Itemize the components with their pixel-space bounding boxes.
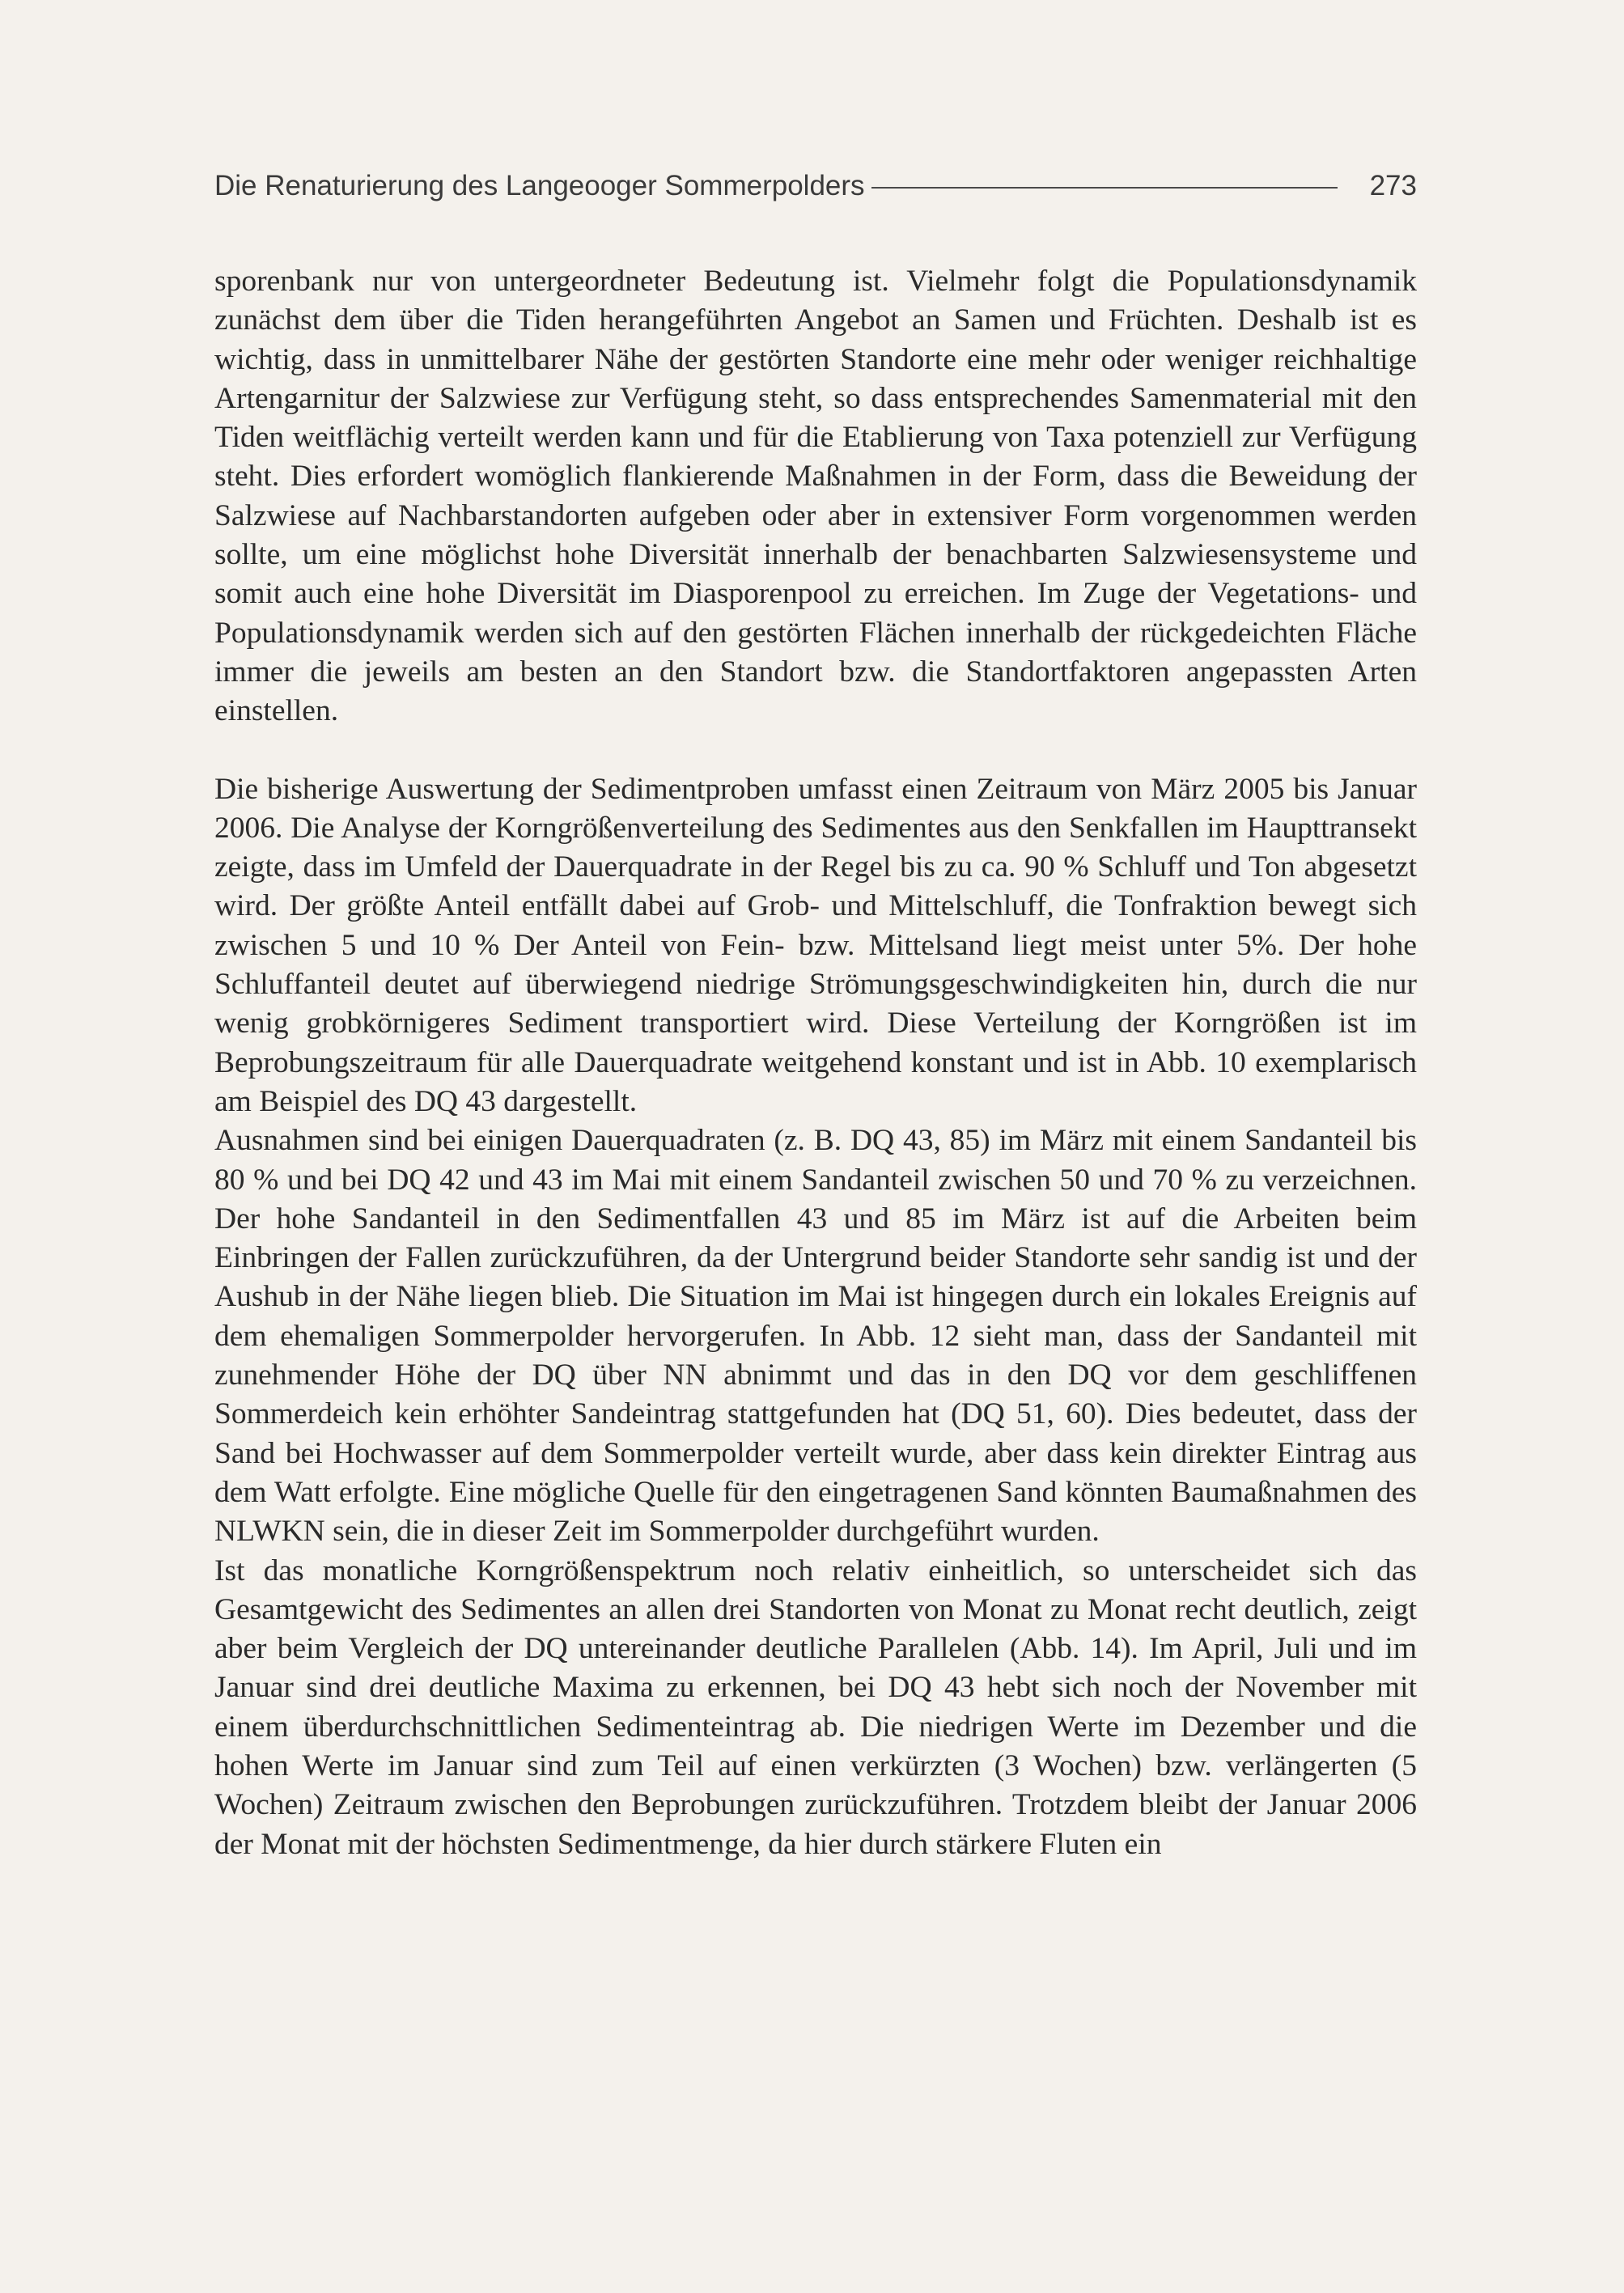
paragraph-2: Die bisherige Auswertung der Sedimentproben umfasst einen Zeitraum von März 2005 bis Januar 2006. Die Analyse der Korngrößenverteilung des Sedimentes aus den Senkfallen im Haupttransekt zeigte, dass im Umfeld der Dauerquadrate in der Regel bis zu ca. 90 % Schluff und Ton abgesetzt wird. Der größte Anteil entfällt dabei auf Grob- und Mittelschluff, die Tonfraktion bewegt sich zwischen 5 und 10 % Der Anteil von Fein- bzw. Mittelsand liegt meist unter 5%. Der hohe Schluffanteil deutet auf überwiegend niedrige Strömungsgeschwindigkeiten hin, durch die nur wenig grobkörnigeres Sediment transportiert wird. Diese Verteilung der Korngrößen ist im Beprobungszeitraum für alle Dauerquadrate weitgehend konstant und ist in Abb. 10 exemplarisch am Beispiel des DQ 43 dargestellt. bbox=[214, 772, 1417, 1118]
page-number: 273 bbox=[1369, 170, 1417, 201]
paragraph-3: Ausnahmen sind bei einigen Dauerquadraten (z. B. DQ 43, 85) im März mit einem Sandanteil bis 80 % und bei DQ 42 und 43 im Mai mit einem Sandanteil zwischen 50 und 70 % zu verzeichnen. Der hohe Sandanteil in den Sedimentfallen 43 und 85 im März ist auf die Arbeiten beim Einbringen der Fallen zurückzuführen, da der Untergrund beider Standorte sehr sandig ist und der Aushub in der Nähe liegen blieb. Die Situation im Mai ist hingegen durch ein lokales Ereignis auf dem ehemaligen Sommerpolder hervorgerufen. In Abb. 12 sieht man, dass der Sandanteil mit zunehmender Höhe der DQ über NN abnimmt und das in den DQ vor dem geschliffenen Sommerdeich kein erhöhter Sandeintrag stattgefunden hat (DQ 51, 60). Dies bedeutet, dass der Sand bei Hochwasser auf dem Sommerpolder verteilt wurde, aber dass kein direkter Eintrag aus dem Watt erfolgte. Eine mögliche Quelle für den eingetragenen Sand könnten Baumaßnahmen des NLWKN sein, die in dieser Zeit im Sommerpolder durchgeführt wurden. bbox=[214, 1124, 1417, 1549]
running-header bbox=[214, 162, 1417, 210]
running-header-title: Die Renaturierung des Langeooger Sommerpolders bbox=[214, 170, 865, 201]
body-text bbox=[214, 262, 1417, 1864]
paragraph-1: sporenbank nur von untergeordneter Bedeutung ist. Vielmehr folgt die Populationsdynamik zunächst dem über die Tiden herangeführten Angebot an Samen und Früchten. Deshalb ist es wichtig, dass in unmittelbarer Nähe der gestörten Standorte eine mehr oder weniger reichhaltige Artengarnitur der Salzwiese zur Verfügung steht, so dass entsprechendes Samenmaterial mit den Tiden weitflächig verteilt werden kann und für die Etablierung von Taxa potenziell zur Verfügung steht. Dies erfordert womöglich flankierende Maßnahmen in der Form, dass die Beweidung der Salzwiese auf Nachbarstandorten aufgeben oder aber in extensiver Form vorgenommen werden sollte, um eine möglichst hohe Diversität innerhalb der benachbarten Salzwiesensysteme und somit auch eine hohe Diversität im Diasporenpool zu erreichen. Im Zuge der Vegetations- und Populationsdynamik werden sich auf den gestörten Flächen innerhalb der rückgedeichten Fläche immer die jeweils am besten an den Standort bzw. die Standortfaktoren angepassten Arten einstellen. bbox=[214, 265, 1417, 728]
header-rule bbox=[871, 187, 1338, 189]
paragraph-4: Ist das monatliche Korngrößenspektrum noch relativ einheitlich, so unterscheidet sich das Gesamtgewicht des Sedimentes an allen drei Standorten von Monat zu Monat recht deutlich, zeigt aber beim Vergleich der DQ untereinander deutliche Parallelen (Abb. 14). Im April, Juli und im Januar sind drei deutliche Maxima zu erkennen, bei DQ 43 hebt sich noch der November mit einem überdurchschnittlichen Sedimenteintrag ab. Die niedrigen Werte im Dezember und die hohen Werte im Januar sind zum Teil auf einen verkürzten (3 Wochen) bzw. verlängerten (5 Wochen) Zeitraum zwischen den Beprobungen zurückzuführen. Trotzdem bleibt der Januar 2006 der Monat mit der höchsten Sedimentmenge, da hier durch stärkere Fluten ein bbox=[214, 1553, 1417, 1861]
